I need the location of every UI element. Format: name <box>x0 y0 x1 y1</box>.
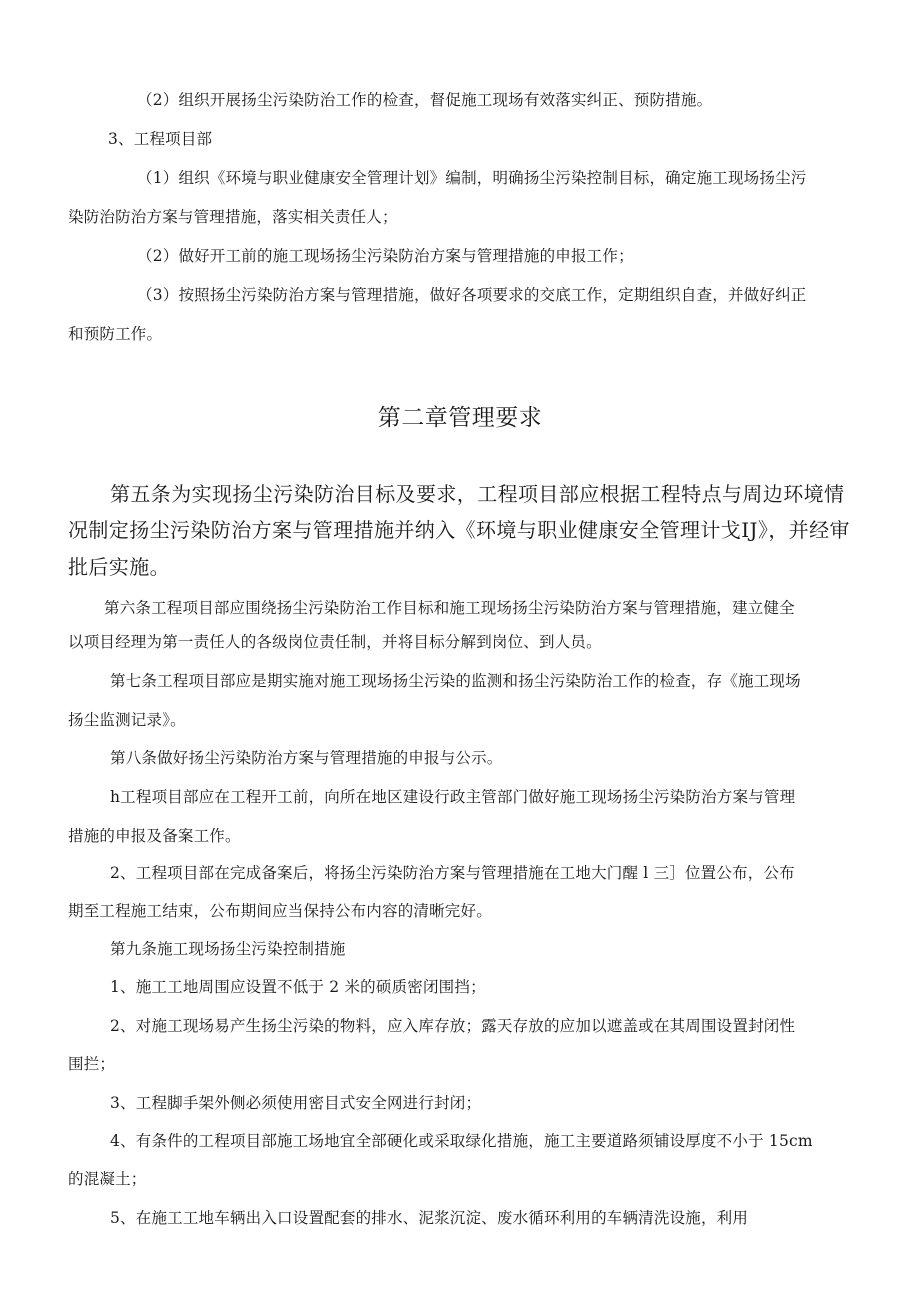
paragraph-line: 况制定扬尘污染防治方案与管理措施并纳入《环境与职业健康安全管理计戈IJ》，并经审 <box>68 518 850 542</box>
paragraph-line: 批后实施。 <box>68 555 170 579</box>
paragraph-line: 的混凝土； <box>68 1170 147 1188</box>
paragraph-line: 措施的申报及备案工作。 <box>68 827 241 845</box>
paragraph-line: 第九条施工现场扬尘污染控制措施 <box>110 940 346 958</box>
paragraph-line: （1）组织《环境与职业健康安全管理计划》编制，明确扬尘污染控制目标，确定施工现场扬尘污 <box>137 169 807 187</box>
paragraph-line: 第七条工程项目部应是期实施对施工现场扬尘污染的监测和扬尘污染防治工作的检查，存《施工现场 <box>110 672 801 690</box>
paragraph-line: 1、施工工地周围应设置不低于 2 米的硕质密闭围挡； <box>110 978 486 996</box>
paragraph-line: 第八条做好扬尘污染防治方案与管理措施的申报与公示。 <box>110 749 503 767</box>
paragraph-line: 扬尘监测记录》。 <box>68 711 186 729</box>
paragraph-line: （2）做好开工前的施工现场扬尘污染防治方案与管理措施的申报工作； <box>137 247 634 265</box>
paragraph-line: h工程项目部应在工程开工前，向所在地区建设行政主管部门做好施工现场扬尘污染防治方案与管理 <box>110 788 796 806</box>
paragraph-line: 围拦； <box>68 1055 116 1073</box>
paragraph-line: 2、工程项目部在完成备案后，将扬尘污染防治方案与管理措施在工地大门醒 l 三］位置公布，公布 <box>110 864 795 882</box>
paragraph-line: （2）组织开展扬尘污染防治工作的检查，督促施工现场有效落实纠正、预防措施。 <box>137 91 713 109</box>
paragraph-line: （3）按照扬尘污染防治方案与管理措施，做好各项要求的交底工作，定期组织自查，并做好纠正 <box>137 286 807 304</box>
paragraph-line: 染防治防治方案与管理措施，落实相关责任人； <box>68 208 398 226</box>
paragraph-line: 4、有条件的工程项目部施工场地宜全部硬化或采取绿化措施，施工主要道路须铺设厚度不小于 15cm <box>110 1132 813 1150</box>
chapter-title: 第二章管理要求 <box>377 405 543 431</box>
paragraph-line: 3、工程脚手架外侧必须使用密目式安全网进行封闭； <box>110 1094 482 1112</box>
paragraph-line: 期至工程施工结束，公布期间应当保持公布内容的清晰完好。 <box>68 902 492 920</box>
paragraph-line: 第六条工程项目部应围绕扬尘污染防治工作目标和施工现场扬尘污染防治方案与管理措施，建立健全 <box>104 599 795 617</box>
paragraph-line: 和预防工作。 <box>68 325 163 343</box>
paragraph-line: 第五条为实现扬尘污染防治目标及要求，工程项目部应根据工程特点与周边环境情 <box>110 482 845 506</box>
paragraph-line: 2、对施工现场易产生扬尘污染的物料，应入库存放；露天存放的应加以遮盖或在其周围设置封闭性 <box>110 1017 796 1035</box>
paragraph-line: 5、在施工工地车辆出入口设置配套的排水、泥浆沉淀、废水循环利用的车辆清洗设施，利用 <box>110 1209 749 1227</box>
section-heading: 3、工程项目部 <box>108 130 213 148</box>
paragraph-line: 以项目经理为第一责任人的各级岗位责任制，并将目标分解到岗位、到人员。 <box>68 633 602 651</box>
